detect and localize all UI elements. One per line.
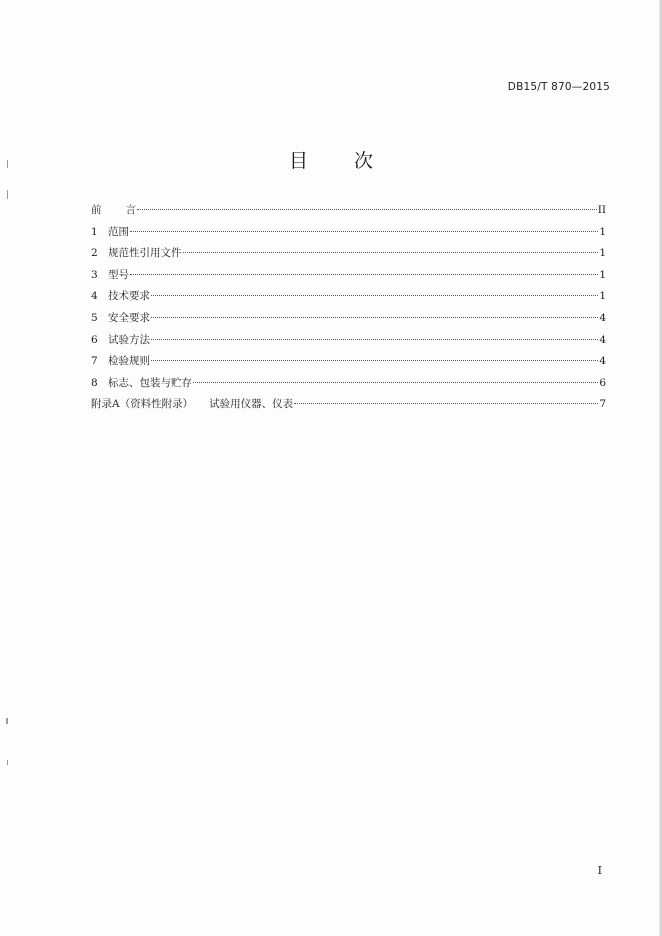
- toc-leader-dots: [137, 209, 597, 210]
- toc-entry[interactable]: [91, 330, 606, 352]
- toc-entry[interactable]: [91, 308, 606, 330]
- toc-entry-number: 2: [91, 247, 98, 260]
- toc-entry-page: 1: [599, 290, 606, 303]
- toc-entry[interactable]: [91, 222, 606, 244]
- toc-entry-number: 5: [91, 311, 98, 324]
- toc-leader-dots: [130, 274, 598, 275]
- document-code: DB15/T 870—2015: [507, 81, 610, 93]
- toc-leader-dots: [151, 317, 598, 318]
- toc-entry-label: 言: [125, 204, 136, 216]
- scan-speck: [6, 718, 8, 724]
- toc-entry[interactable]: [91, 286, 606, 308]
- toc-entry-label: 安全要求: [108, 311, 150, 324]
- toc-entry-number: 3: [91, 268, 98, 281]
- toc-entry-preface[interactable]: [91, 200, 606, 222]
- toc-entry-number: 7: [91, 355, 98, 368]
- toc-entry-number: 8: [91, 376, 98, 389]
- toc-title: [0, 146, 662, 173]
- toc-entry-page: 1: [599, 268, 606, 281]
- toc-entry-appendix-a[interactable]: [91, 394, 606, 416]
- toc-leader-dots: [151, 295, 598, 296]
- toc-entry-page: 1: [599, 225, 606, 238]
- toc-entry-label: 规范性引用文件: [108, 247, 182, 260]
- toc-entry-number: 4: [91, 290, 98, 303]
- toc-leader-dots: [183, 252, 599, 253]
- toc-entry-page: II: [597, 204, 606, 216]
- toc-entry-page: 1: [599, 247, 606, 260]
- scan-speck: [7, 190, 8, 199]
- toc-entry-label: 范围: [108, 225, 129, 238]
- toc-entry-page: 7: [599, 398, 606, 411]
- toc-entry-page: 6: [599, 376, 606, 389]
- toc-entry-label: 前: [91, 204, 102, 216]
- toc-leader-dots: [294, 403, 598, 404]
- scan-speck: [7, 760, 8, 765]
- toc-leader-dots: [193, 382, 598, 383]
- toc-entry-page: 4: [599, 311, 606, 324]
- toc-entry-label: 型号: [108, 268, 129, 281]
- toc-entry-label: 试验用仪器、仪表: [209, 398, 294, 411]
- toc-entry-label: 技术要求: [108, 290, 150, 303]
- toc-entry-label: 标志、包装与贮存: [108, 376, 192, 389]
- toc-entry-number: 6: [91, 333, 98, 346]
- toc-entry-label: 附录A（资料性附录）: [91, 398, 194, 411]
- toc-entry-number: 1: [91, 225, 98, 238]
- table-of-contents: [91, 200, 606, 416]
- toc-title-char-2: 次: [354, 150, 374, 172]
- toc-entry[interactable]: [91, 243, 606, 265]
- toc-title-char-1: 目: [288, 150, 308, 172]
- toc-entry-label: 检验规则: [108, 355, 150, 368]
- toc-entry[interactable]: [91, 373, 606, 395]
- toc-entry-page: 4: [599, 355, 606, 368]
- toc-leader-dots: [130, 231, 598, 232]
- toc-entry[interactable]: [91, 351, 606, 373]
- toc-leader-dots: [151, 339, 598, 340]
- toc-entry[interactable]: [91, 265, 606, 287]
- toc-entry-label: 试验方法: [108, 333, 150, 346]
- toc-leader-dots: [151, 360, 598, 361]
- page-number: I: [597, 864, 602, 877]
- toc-entry-page: 4: [599, 333, 606, 346]
